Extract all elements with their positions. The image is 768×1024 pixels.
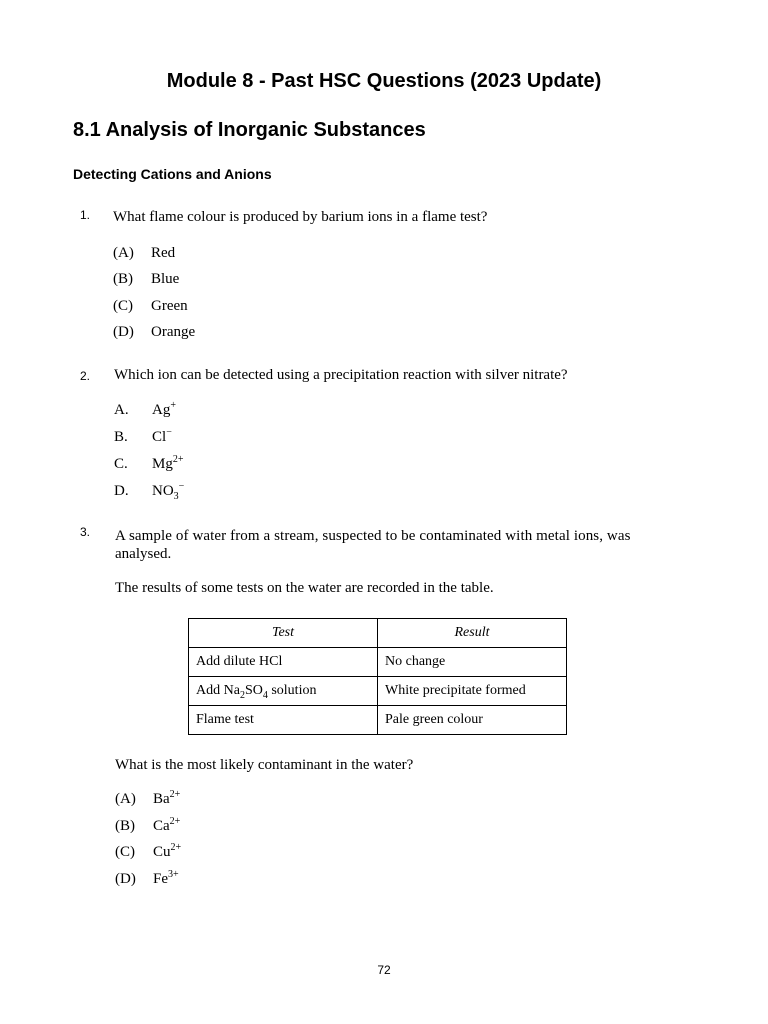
question-text: What flame colour is produced by barium ions in a flame test? [113, 209, 488, 225]
option-text: Red [151, 245, 176, 261]
question-number: 1. [80, 208, 91, 222]
column-header: Test [189, 619, 378, 648]
answer-option [113, 324, 195, 341]
option-label: B. [114, 429, 128, 445]
question-text: analysed. [115, 546, 172, 562]
answer-option [113, 245, 175, 262]
option-label: (B) [115, 818, 135, 834]
answer-option: A. Ag+ [114, 400, 176, 418]
table-cell: Pale green colour [378, 706, 567, 735]
option-label: C. [114, 456, 128, 472]
results-table [188, 618, 567, 735]
option-label: (B) [113, 271, 133, 287]
column-header: Result [378, 619, 567, 648]
table-cell: Flame test [189, 706, 378, 735]
option-label: (D) [115, 871, 136, 887]
answer-option: (B) $Ca^{2+}$ [115, 816, 181, 834]
option-text: Green [151, 298, 188, 314]
table-cell: White precipitate formed [378, 677, 567, 706]
option-label: (A) [115, 791, 136, 807]
table-cell: Add dilute HCl [189, 648, 378, 677]
answer-option: (D) $Fe^{3+}$ [115, 869, 179, 887]
option-text: Orange [151, 324, 196, 340]
answer-option [113, 271, 179, 288]
answer-option: B. Cl− [114, 427, 172, 445]
option-label: (D) [113, 324, 134, 340]
answer-option: (C) $Cu^{2+}$ [115, 842, 182, 860]
answer-option: (A) $Ba^{2+}$ [115, 789, 181, 807]
option-label: A. [114, 402, 129, 418]
section-heading: 8.1 Analysis of Inorganic Substances [73, 119, 426, 141]
option-label: (C) [113, 298, 133, 314]
question-text: Which ion can be detected using a precipitation reaction with silver nitrate? [114, 367, 568, 383]
option-text: Blue [151, 271, 180, 287]
answer-option: D. $NO_3^-$ [114, 481, 185, 502]
page-title: Module 8 - Past HSC Questions (2023 Update) [166, 70, 602, 92]
table-cell: No change [378, 648, 567, 677]
question-number: 3. [80, 525, 91, 539]
question-text: What is the most likely contaminant in the water? [115, 757, 414, 773]
subsection-heading: Detecting Cations and Anions [73, 166, 272, 182]
answer-option [113, 298, 188, 315]
table-cell: Add $Na_2SO_4$ solution [189, 677, 378, 706]
option-label: (C) [115, 844, 135, 860]
option-label: D. [114, 483, 129, 499]
question-text: A sample of water from a stream, suspected to be contaminated with metal ions, was [115, 528, 631, 544]
table-header-row [189, 619, 567, 648]
table-row [189, 706, 567, 735]
table-row [189, 677, 567, 706]
answer-option: C. $Mg^{2+}$ [114, 454, 184, 472]
question-number: 2. [80, 369, 91, 383]
table-row [189, 648, 567, 677]
option-label: (A) [113, 245, 134, 261]
table-intro: The results of some tests on the water are recorded in the table. [115, 580, 494, 596]
page-number: 72 [377, 963, 391, 977]
